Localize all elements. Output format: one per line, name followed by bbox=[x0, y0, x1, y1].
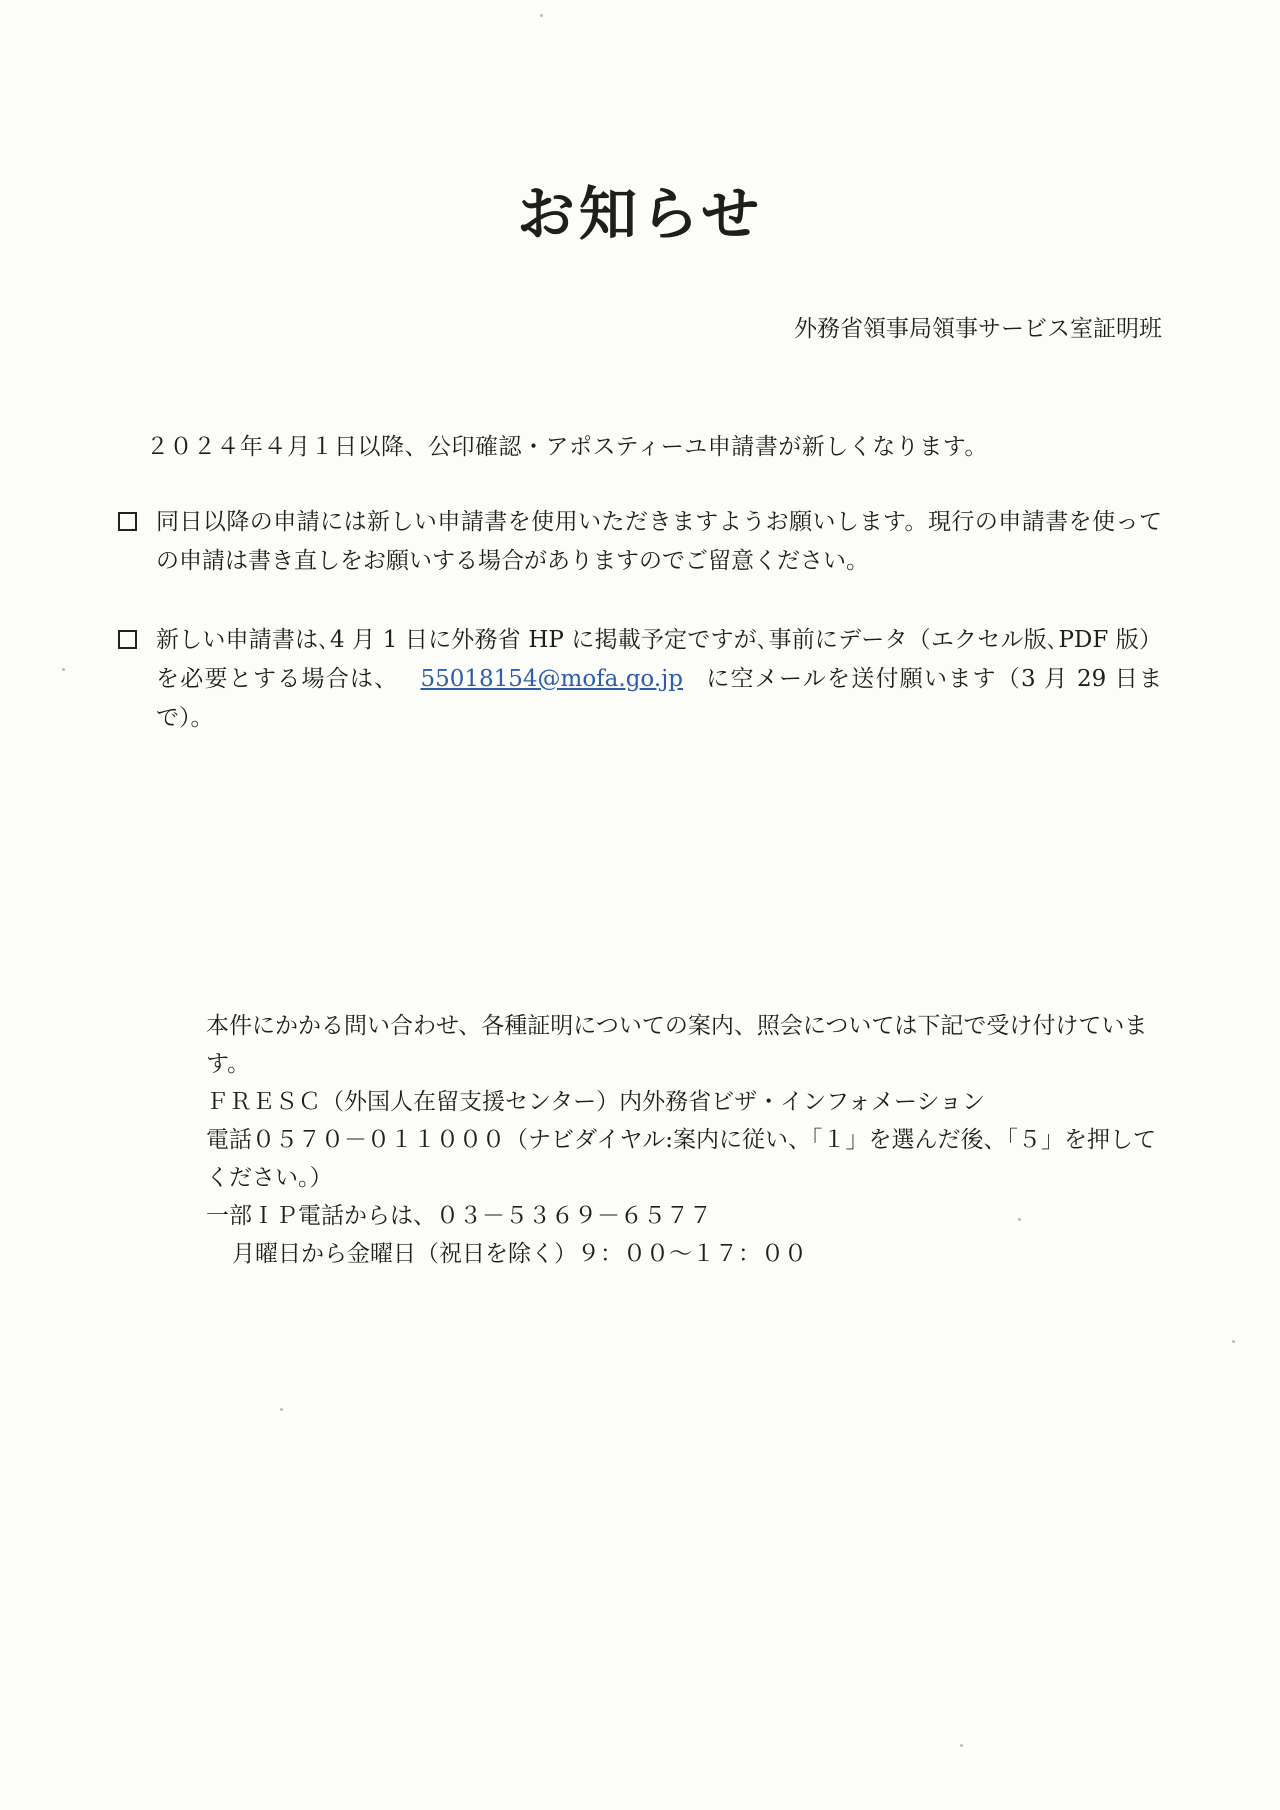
notice-item-1 bbox=[118, 503, 1162, 581]
notice-title: お知らせ bbox=[516, 180, 764, 248]
checkbox-square-icon bbox=[118, 630, 137, 649]
scan-speck bbox=[960, 1744, 963, 1747]
notice-item-2-text-after: に空メールを送付願います（3 月 29 日まで）。 bbox=[156, 666, 1163, 731]
contact-ip-phone: 一部ＩＰ電話からは、０３－５３６９－６５７７ bbox=[206, 1203, 712, 1229]
scan-speck bbox=[1018, 1218, 1021, 1221]
scan-speck bbox=[62, 668, 65, 671]
scan-speck bbox=[280, 1408, 283, 1411]
contact-org: ＦＲＥＳＣ（外国人在留支援センター）内外務省ビザ・インフォメーション bbox=[206, 1089, 986, 1115]
contact-intro: 本件にかかる問い合わせ、各種証明についての案内、照会については下記で受け付けています。 bbox=[206, 1013, 1148, 1077]
notice-item-2-text bbox=[156, 621, 1162, 738]
notice-item-2 bbox=[118, 621, 1162, 738]
issuer-name: 外務省領事局領事サービス室証明班 bbox=[794, 316, 1162, 342]
scan-speck bbox=[1232, 1340, 1235, 1343]
contact-phone: 電話０５７０－０１１０００（ナビダイヤル:案内に従い、「１」を選んだ後、「５」を押してください。） bbox=[206, 1127, 1157, 1191]
checkbox-square-icon bbox=[118, 512, 137, 531]
notice-item-2-text-before: 新しい申請書は､4 月 1 日に外務省 HP に掲載予定ですが､事前にデータ（エクセル版､PDF 版）を必要とする場合は、 bbox=[156, 627, 1162, 692]
notice-item-1-text: 同日以降の申請には新しい申請書を使用いただきますようお願いします。現行の申請書を使っての申請は書き直しをお願いする場合がありますのでご留意ください。 bbox=[156, 509, 1162, 574]
contact-hours: 月曜日から金曜日（祝日を除く）９：００～１７：００ bbox=[232, 1241, 807, 1267]
contact-section bbox=[206, 1007, 1166, 1273]
scan-speck bbox=[540, 14, 543, 17]
email-link[interactable]: 55018154@mofa.go.jp bbox=[420, 666, 684, 692]
intro-text: ２０２４年４月１日以降、公印確認・アポスティーユ申請書が新しくなります。 bbox=[146, 434, 988, 460]
